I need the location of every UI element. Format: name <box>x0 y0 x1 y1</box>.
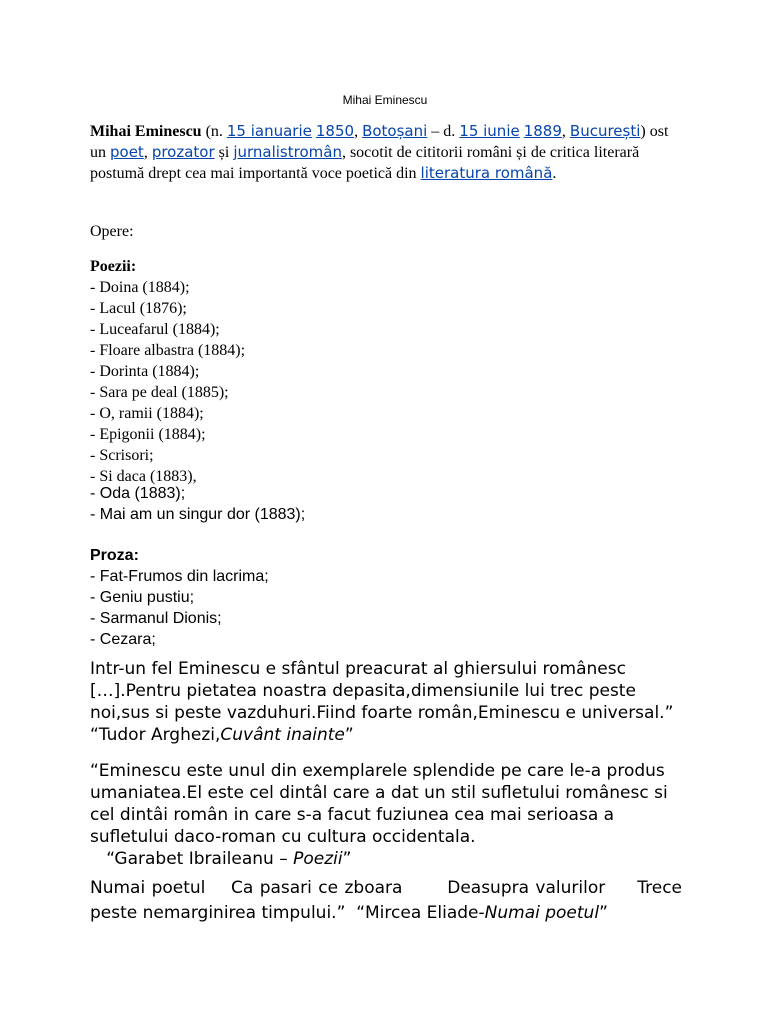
intro-text: (n. <box>201 123 227 140</box>
quote-end: ” <box>344 725 354 745</box>
poezii-heading: Poezii: <box>90 258 137 275</box>
quote-source: Numai poetul <box>484 903 600 923</box>
list-item: - Floare albastra (1884); <box>90 342 246 359</box>
list-item: - Si daca (1883), <box>90 468 197 485</box>
quote-text: Numai poetul Ca pasari ce zboara Deasupra valurilor Trece peste nemarginirea timpului.” “Mircea Eliade- <box>90 878 688 923</box>
link-birth-city[interactable]: Botoșani <box>362 122 428 140</box>
subject-name: Mihai Eminescu <box>90 123 202 140</box>
quote-source: Cuvânt inainte <box>220 725 345 745</box>
quote-ibraileanu <box>90 760 682 870</box>
intro-text: , socotit de cititorii români și de critica literară postumă drept cea mai importantă voce poetică din <box>90 144 640 182</box>
list-item: - Dorinta (1884); <box>90 363 200 380</box>
quote-end: ” <box>342 849 352 869</box>
list-item: - O, ramii (1884); <box>90 405 204 422</box>
list-item: - Sara pe deal (1885); <box>90 384 229 401</box>
opere-label: Opere: <box>90 223 134 240</box>
quote-end: ” <box>599 903 608 923</box>
quote-arghezi <box>90 658 682 746</box>
quote-source: Poezii <box>293 849 343 869</box>
poezii-section <box>90 256 680 487</box>
link-literatura[interactable]: literatura română <box>420 164 553 182</box>
list-item: - Fat-Frumos din lacrima; <box>90 568 269 585</box>
quote-text: “Eminescu este unul din exemplarele splendide pe care le-a produs umaniatea.El este cel dintâl care a dat un stil sufletului românesc si cel dintâi român in care s-a facut fuziunea cea mai serioasa a sufletului daco-roman cu cultura occidentala. <box>90 761 668 847</box>
link-birth-day[interactable]: 15 ianuarie <box>226 122 312 140</box>
intro-text: – d. <box>427 123 460 140</box>
intro-text: ) ost un <box>90 123 669 161</box>
document-title: Mihai Eminescu <box>342 93 428 107</box>
list-item: - Epigonii (1884); <box>90 426 206 443</box>
list-item: - Geniu pustiu; <box>90 589 195 606</box>
proza-heading: Proza: <box>90 547 139 564</box>
list-item: - Luceafarul (1884); <box>90 321 220 338</box>
intro-text: . <box>552 165 557 182</box>
intro-text: și <box>214 144 234 161</box>
poezii-section-continued <box>90 483 680 525</box>
link-death-day[interactable]: 15 iunie <box>459 122 520 140</box>
quote-eliade <box>90 876 688 926</box>
list-item: - Oda (1883); <box>90 485 186 502</box>
link-death-city[interactable]: București <box>569 122 641 140</box>
list-item: - Cezara; <box>90 631 156 648</box>
intro-paragraph: Mihai Eminescu (n. 15 ianuarie 1850, Botoșani – d. 15 iunie 1889, București) ost un poet, prozator și jurnalistromân, socotit de cititorii români și de critica literară postumă drept cea mai importantă voce poetică din literatura română. <box>90 122 669 182</box>
list-item: - Lacul (1876); <box>90 300 187 317</box>
quote-text: Intr-un fel Eminescu e sfântul preacurat al ghiersului românesc […].Pentru pietatea noastra depasita,dimensiunile lui trec peste noi,sus si peste vazduhuri.Fiind foarte român,Eminescu e universal.” “Tudor Arghezi, <box>90 659 674 745</box>
quote-attribution: “Garabet Ibraileanu – <box>90 849 294 869</box>
link-prozator[interactable]: prozator <box>151 143 215 161</box>
link-death-year[interactable]: 1889 <box>523 122 562 140</box>
list-item: - Doina (1884); <box>90 279 190 296</box>
list-item: - Scrisori; <box>90 447 154 464</box>
proza-section <box>90 545 680 650</box>
link-birth-year[interactable]: 1850 <box>315 122 355 140</box>
link-jurnalist[interactable]: jurnalistromân <box>233 143 342 161</box>
list-item: - Sarmanul Dionis; <box>90 610 222 627</box>
link-poet[interactable]: poet <box>110 143 144 161</box>
list-item: - Mai am un singur dor (1883); <box>90 506 306 523</box>
